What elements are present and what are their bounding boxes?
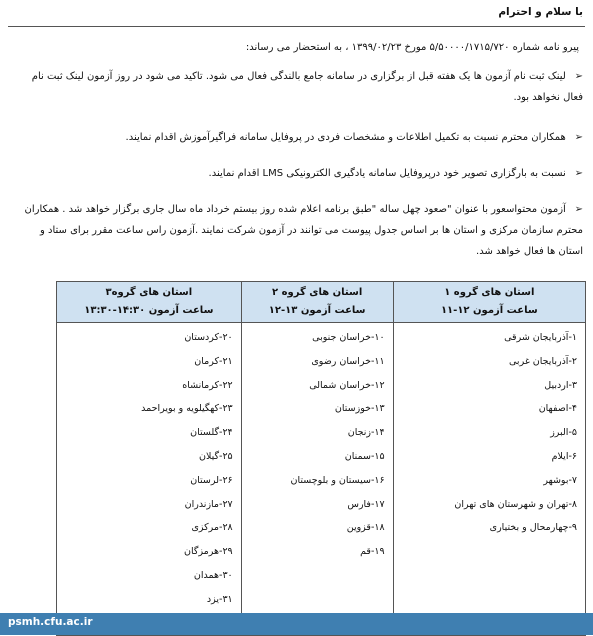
top-divider bbox=[8, 26, 585, 27]
list-item: ۶-ایلام bbox=[551, 450, 577, 462]
bullet-text: آزمون محتواسعور با عنوان "صعود چهل ساله "طبق برنامه اعلام شده روز بیستم خرداد ماه سال جاری برگزار خواهد شد . همکاران محترم سازمان مرکزی و استان ها بر اساس جدول پیوست می توانند در آزمون شرکت نمایند .آزمون راس ساعت مقرر برای ستاد و استان ها فعال خواهد شد. bbox=[24, 204, 583, 257]
list-item: ۱۴-زنجان bbox=[347, 427, 385, 439]
intro-line: پیرو نامه شماره ۵/۵۰۰۰۰/۱۷۱۵/۷۲۰ مورخ ۱۳۹۹/۰۲/۲۳ ، به استحضار می رساند: bbox=[245, 42, 579, 53]
list-item: ۱۸-قزوین bbox=[346, 522, 385, 534]
group-1-header bbox=[393, 282, 585, 323]
list-item: ۷-بوشهر bbox=[543, 474, 577, 486]
table-body-row bbox=[57, 323, 586, 636]
list-item: ۱-آذربایجان شرقی bbox=[504, 332, 577, 343]
list-item: ۲-آذربایجان غربی bbox=[509, 355, 577, 367]
list-item: ۲۵-گیلان bbox=[198, 450, 233, 462]
greeting: با سلام و احترام bbox=[498, 6, 583, 18]
footer-url-link[interactable]: psmh.cfu.ac.ir bbox=[8, 616, 93, 628]
footer-bar bbox=[0, 613, 593, 635]
group-3-list bbox=[57, 323, 242, 636]
bullet-text: لینک ثبت نام آزمون ها یک هفته قبل از برگزاری در سامانه جامع بالندگی فعال می شود. تاکید می شود در روز آزمون لینک ثبت نام فعال نخواهد بود. bbox=[31, 71, 583, 103]
list-item: ۲۳-کهگیلویه و بویراحمد bbox=[141, 403, 233, 415]
arrow-bullet-icon: ➢ bbox=[574, 168, 583, 179]
group-title: استان های گروه۳ bbox=[105, 287, 193, 298]
list-item: ۴-اصفهان bbox=[538, 403, 577, 415]
group-1-list bbox=[393, 323, 585, 636]
list-item: ۳-اردبیل bbox=[544, 379, 577, 391]
bullet-2 bbox=[13, 127, 583, 148]
list-item: ۲۲-کرمانشاه bbox=[182, 379, 233, 391]
list-item: ۱۷-فارس bbox=[347, 498, 385, 510]
list-item: ۲۶-لرستان bbox=[190, 474, 233, 486]
list-item: ۲۱-کرمان bbox=[194, 355, 233, 367]
list-item: ۲۰-کردستان bbox=[184, 332, 233, 343]
group-2-list bbox=[241, 323, 393, 636]
group-3-header bbox=[57, 282, 242, 323]
list-item: ۲۸-مرکزی bbox=[191, 522, 233, 534]
list-item: ۸-تهران و شهرستان های تهران bbox=[454, 498, 577, 510]
list-item: ۳۰-همدان bbox=[193, 569, 233, 581]
arrow-bullet-icon: ➢ bbox=[574, 71, 583, 82]
arrow-bullet-icon: ➢ bbox=[574, 132, 583, 143]
bullet-1 bbox=[13, 66, 583, 108]
list-item: ۱۹-قم bbox=[360, 546, 385, 558]
list-item: ۲۹-هرمزگان bbox=[184, 546, 233, 558]
list-item: ۲۷-مازندران bbox=[184, 498, 233, 510]
bullet-text: نسبت به بارگزاری تصویر خود درپروفایل سامانه یادگیری الکترونیکی LMS اقدام نمایند. bbox=[208, 168, 566, 179]
list-item: ۱۰-خراسان جنوبی bbox=[312, 332, 385, 343]
bullet-text: همکاران محترم نسبت به تکمیل اطلاعات و مشخصات فردی در پروفایل سامانه فراگیرآموزش اقدام نمایند. bbox=[125, 132, 566, 143]
group-title: استان های گروه ۱ bbox=[444, 287, 535, 298]
bullet-4 bbox=[13, 199, 583, 262]
list-item: ۹-چهارمحال و بختیاری bbox=[489, 522, 577, 534]
group-2-header bbox=[241, 282, 393, 323]
list-item: ۵-البرز bbox=[550, 427, 577, 439]
exam-schedule-table bbox=[56, 281, 586, 636]
list-item: ۲۴-گلستان bbox=[190, 427, 233, 439]
table-header-row bbox=[57, 282, 586, 323]
group-time: ساعت آزمون ۱۳-۱۲ bbox=[268, 305, 366, 316]
arrow-bullet-icon: ➢ bbox=[574, 204, 583, 215]
bullet-3 bbox=[13, 163, 583, 184]
group-title: استان های گروه ۲ bbox=[272, 287, 363, 298]
list-item: ۱۵-سمنان bbox=[344, 450, 385, 462]
group-time: ساعت آزمون ۱۲-۱۱ bbox=[440, 305, 538, 316]
list-item: ۳۱-یزد bbox=[206, 593, 233, 605]
list-item: ۱۱-خراسان رضوی bbox=[311, 355, 385, 367]
list-item: ۱۳-خوزستان bbox=[334, 403, 385, 415]
list-item: ۱۲-خراسان شمالی bbox=[309, 379, 385, 391]
list-item: ۱۶-سیستان و بلوچستان bbox=[290, 474, 385, 486]
group-time: ساعت آزمون ۱۴:۳۰-۱۳:۳۰ bbox=[84, 305, 214, 316]
